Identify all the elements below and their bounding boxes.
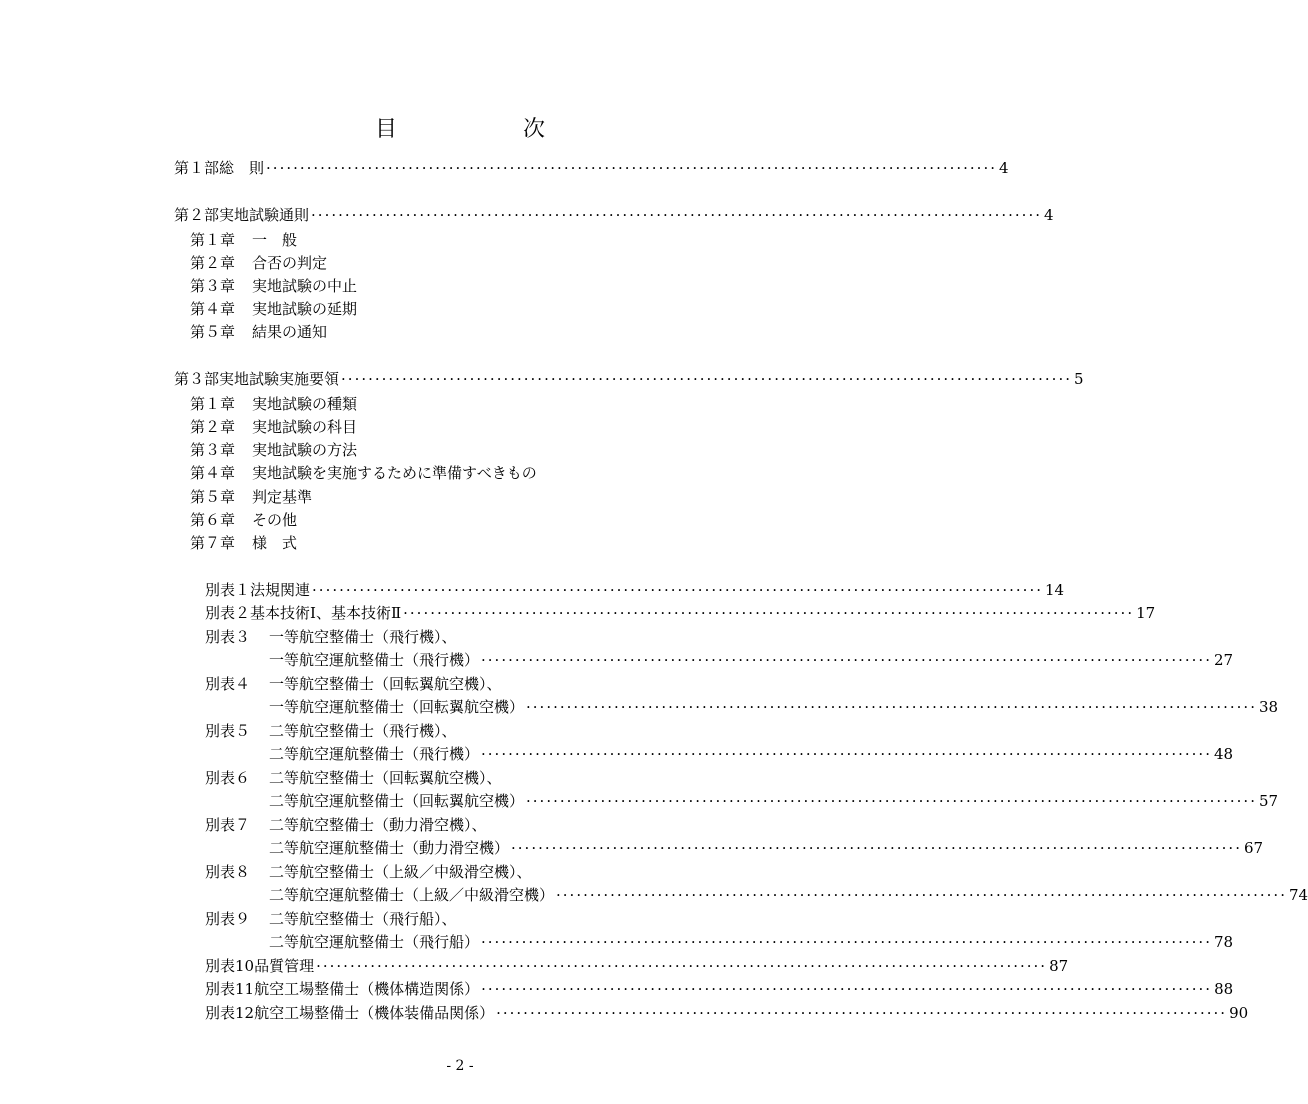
toc-chapter[interactable] [190,253,327,273]
leader-dots: ············································································································ [511,839,1242,857]
toc-table-3-line2[interactable] [269,650,1234,670]
page-number: 4 [998,159,1009,177]
chapter-label: 第１章 [190,231,236,249]
table-title: 二等航空整備士（飛行船）、 [269,910,457,928]
leader-dots: ············································································································ [481,980,1213,998]
toc-title-char-2: 次 [523,117,546,142]
toc-table-4-line2[interactable] [269,697,1279,717]
toc-chapter[interactable] [190,533,297,553]
table-label: 別表11 [205,980,255,998]
toc-table-1[interactable] [205,580,1065,600]
toc-chapter[interactable] [190,230,297,250]
table-title: 法規関連 [250,581,311,599]
table-title-line2: 二等航空運航整備士（飛行機） [269,745,480,763]
chapter-title: 実地試験の方法 [252,441,358,459]
leader-dots: ············································································································ [311,206,1042,224]
part-title: 実地試験通則 [219,206,310,224]
page-number: 78 [1213,933,1234,951]
toc-chapter[interactable] [190,394,357,414]
leader-dots: ············································································································ [403,604,1135,622]
table-label: 別表８ [205,863,251,881]
chapter-label: 第２章 [190,254,236,272]
chapter-label: 第５章 [190,488,236,506]
table-title-line2: 一等航空運航整備士（飛行機） [269,651,480,669]
chapter-label: 第３章 [190,441,236,459]
chapter-title: 実地試験の中止 [252,277,358,295]
page-number: 27 [1213,651,1234,669]
toc-part-3[interactable] [174,369,1084,389]
chapter-title: 結果の通知 [252,323,328,341]
toc-chapter[interactable] [190,417,357,437]
toc-table-4[interactable] [205,674,502,694]
part-title: 実地試験実施要領 [219,370,340,388]
page-number: 87 [1049,957,1069,975]
table-title: 基本技術Ⅰ、基本技術Ⅱ [250,604,402,622]
chapter-label: 第４章 [190,464,236,482]
chapter-label: 第１章 [190,395,236,413]
chapter-label: 第３章 [190,277,236,295]
toc-table-2[interactable] [205,603,1156,623]
chapter-title: 合否の判定 [252,254,328,272]
table-label: 別表４ [205,675,251,693]
part-label: 第３部 [174,370,220,388]
chapter-label: 第６章 [190,511,236,529]
chapter-title: 様 式 [252,534,298,552]
toc-table-9-line2[interactable] [269,932,1234,952]
chapter-title: 実地試験の種類 [252,395,358,413]
toc-table-11[interactable] [205,979,1234,999]
table-title: 二等航空整備士（飛行機）、 [269,722,457,740]
toc-chapter[interactable] [190,463,537,483]
toc-table-6[interactable] [205,768,502,788]
table-label: 別表６ [205,769,251,787]
page-number: 14 [1044,581,1065,599]
chapter-title: 実地試験の延期 [252,300,358,318]
table-label: 別表１ [205,581,251,599]
part-label: 第１部 [174,159,220,177]
toc-table-3[interactable] [205,627,457,647]
table-title: 一等航空整備士（回転翼航空機）、 [269,675,502,693]
chapter-label: 第５章 [190,323,236,341]
toc-table-8[interactable] [205,862,532,882]
chapter-label: 第７章 [190,534,236,552]
page-number: 57 [1258,792,1279,810]
table-title: 二等航空整備士（動力滑空機）、 [269,816,487,834]
table-label: 別表10 [205,957,255,975]
toc-title [0,112,920,143]
table-title-line2: 二等航空運航整備士（飛行船） [269,933,480,951]
leader-dots: ············································································································ [481,651,1212,669]
leader-dots: ············································································································ [316,957,1048,975]
page-footer-number: - 2 - [446,1058,474,1074]
chapter-title: 一 般 [252,231,298,249]
toc-chapter[interactable] [190,510,297,530]
chapter-label: 第２章 [190,418,236,436]
toc-chapter[interactable] [190,440,357,460]
toc-chapter[interactable] [190,299,357,319]
table-label: 別表７ [205,816,251,834]
part-label: 第２部 [174,206,220,224]
toc-chapter[interactable] [190,276,357,296]
toc-table-5-line2[interactable] [269,744,1234,764]
page-number: 88 [1214,980,1234,998]
leader-dots: ············································································································ [266,159,997,177]
toc-chapter[interactable] [190,487,312,507]
leader-dots: ············································································································ [526,792,1257,810]
table-title: 航空工場整備士（機体装備品関係） [254,1004,495,1022]
table-title-line2: 二等航空運航整備士（回転翼航空機） [269,792,525,810]
leader-dots: ············································································································ [496,1004,1228,1022]
table-title: 二等航空整備士（上級／中級滑空機）、 [269,863,532,881]
leader-dots: ············································································································ [481,745,1212,763]
table-title-line2: 二等航空運航整備士（動力滑空機） [269,839,510,857]
table-title: 品質管理 [254,957,315,975]
toc-table-7-line2[interactable] [269,838,1264,858]
table-title: 航空工場整備士（機体構造関係） [254,980,480,998]
leader-dots: ············································································································ [341,370,1072,388]
toc-table-7[interactable] [205,815,487,835]
leader-dots: ············································································································ [312,581,1043,599]
table-label: 別表３ [205,628,251,646]
toc-table-5[interactable] [205,721,457,741]
page-number: 17 [1136,604,1156,622]
toc-part-2[interactable] [174,205,1054,225]
table-label: 別表12 [205,1004,255,1022]
table-title: 二等航空整備士（回転翼航空機）、 [269,769,502,787]
table-title: 一等航空整備士（飛行機）、 [269,628,457,646]
chapter-title: その他 [252,511,298,529]
leader-dots: ············································································································ [481,933,1212,951]
chapter-label: 第４章 [190,300,236,318]
toc-table-6-line2[interactable] [269,791,1279,811]
toc-chapter[interactable] [190,322,327,342]
toc-title-char-1: 目 [374,117,397,142]
page-number: 67 [1243,839,1264,857]
page-number: 48 [1213,745,1234,763]
chapter-title: 実地試験を実施するために準備すべきもの [252,464,537,482]
toc-part-1[interactable] [174,158,1009,178]
chapter-title: 判定基準 [252,488,313,506]
leader-dots: ············································································································ [556,886,1287,904]
table-label: 別表２ [205,604,251,622]
table-title-line2: 一等航空運航整備士（回転翼航空機） [269,698,525,716]
page-number: 74 [1288,886,1308,904]
part-title: 総 則 [219,159,265,177]
toc-table-9[interactable] [205,909,457,929]
toc-table-8-line2[interactable] [269,885,1308,905]
page-number: 5 [1073,370,1084,388]
table-label: 別表５ [205,722,251,740]
table-title-line2: 二等航空運航整備士（上級／中級滑空機） [269,886,555,904]
leader-dots: ············································································································ [526,698,1257,716]
toc-table-10[interactable] [205,956,1069,976]
toc-table-12[interactable] [205,1003,1249,1023]
page-number: 38 [1258,698,1279,716]
table-label: 別表９ [205,910,251,928]
chapter-title: 実地試験の科目 [252,418,358,436]
page-number: 4 [1043,206,1054,224]
page-number: 90 [1229,1004,1249,1022]
